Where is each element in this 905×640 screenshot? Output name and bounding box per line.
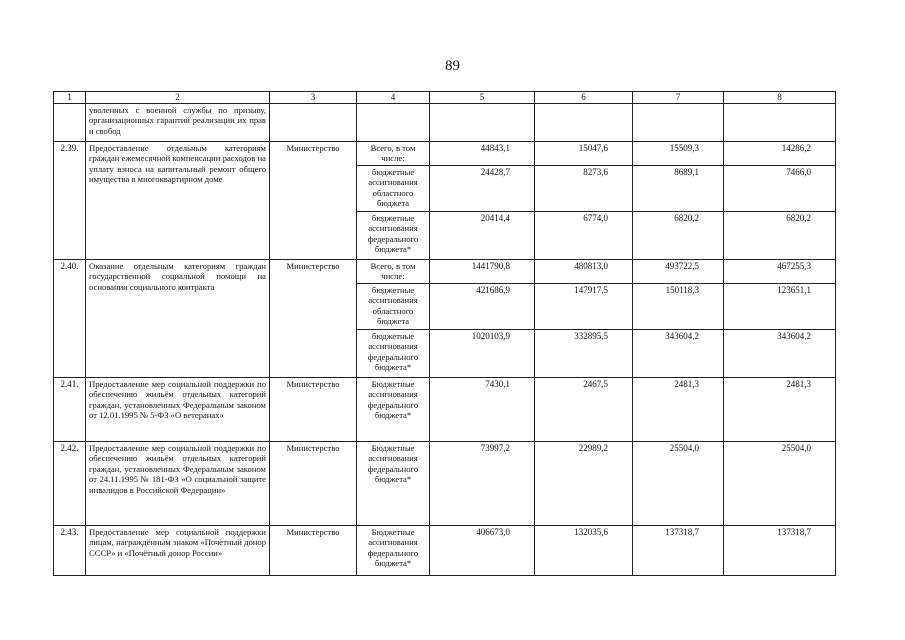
year-value-cell: 147917,5 — [535, 283, 633, 329]
year-value-cell: 7466,0 — [724, 165, 836, 211]
executor-cell: Министерство — [270, 259, 357, 377]
year-value-cell: 123651,1 — [724, 283, 836, 329]
value-cell — [633, 103, 724, 141]
row-number-cell: 2.41. — [54, 377, 86, 441]
total-value-cell: 1441790,8 — [430, 259, 535, 283]
total-value-cell: 1020103,9 — [430, 329, 535, 377]
total-value-cell: 20414,4 — [430, 211, 535, 259]
year-value-cell: 343604,2 — [724, 329, 836, 377]
row-number-cell: 2.43. — [54, 525, 86, 575]
funding-source-cell: Бюджетные ассигнования федерального бюджета* — [357, 525, 430, 575]
continuation-description: уволенных с военной службы по призыву, организационных гарантий реализации их прав и свобод — [86, 103, 270, 141]
column-header: 8 — [724, 92, 836, 104]
measure-description: Предоставление мер социальной поддержки по обеспечению жильём отдельных категорий граждан, установленных Федеральным законом от 24.11.1995 № 181-ФЗ «О социальной защите инвалидов в Российской Федерации» — [86, 441, 270, 525]
column-number-row — [54, 92, 836, 104]
column-header: 4 — [357, 92, 430, 104]
executor-cell — [270, 103, 357, 141]
year-value-cell: 2481,3 — [633, 377, 724, 441]
column-header: 6 — [535, 92, 633, 104]
funding-source-cell: бюджетные ассигнования областного бюджета — [357, 165, 430, 211]
year-value-cell: 22989,2 — [535, 441, 633, 525]
funding-source-cell: Бюджетные ассигнования федерального бюджета* — [357, 441, 430, 525]
year-value-cell: 467255,3 — [724, 259, 836, 283]
total-value-cell: 421686,9 — [430, 283, 535, 329]
executor-cell: Министерство — [270, 525, 357, 575]
value-cell — [535, 103, 633, 141]
row-number-cell: 2.42. — [54, 441, 86, 525]
year-value-cell: 25504,0 — [633, 441, 724, 525]
value-cell — [724, 103, 836, 141]
value-cell — [430, 103, 535, 141]
column-header: 5 — [430, 92, 535, 104]
funding-source-cell: Всего, в том числе: — [357, 259, 430, 283]
year-value-cell: 15509,3 — [633, 141, 724, 165]
executor-cell: Министерство — [270, 141, 357, 259]
year-value-cell: 137318,7 — [633, 525, 724, 575]
table-row — [54, 525, 836, 575]
measure-description: Оказание отдельным категориям граждан государственной социальной помощи на основании социального контракта — [86, 259, 270, 377]
executor-cell: Министерство — [270, 377, 357, 441]
continuation-row — [54, 103, 836, 141]
funding-source-cell: бюджетные ассигнования федерального бюджета* — [357, 211, 430, 259]
column-header: 1 — [54, 92, 86, 104]
funding-source-cell: Бюджетные ассигнования федерального бюджета* — [357, 377, 430, 441]
year-value-cell: 15047,6 — [535, 141, 633, 165]
year-value-cell: 480813,0 — [535, 259, 633, 283]
measure-description: Предоставление мер социальной поддержки лицам, награждённым знаком «Почётный донор СССР» и «Почётный донор России» — [86, 525, 270, 575]
total-value-cell: 7430,1 — [430, 377, 535, 441]
table-row — [54, 441, 836, 525]
measure-description: Предоставление мер социальной поддержки по обеспечению жильём отдельных категорий граждан, установленных Федеральным законом от 12.01.1995 № 5-ФЗ «О ветеранах» — [86, 377, 270, 441]
row-number-cell: 2.39. — [54, 141, 86, 259]
funding-source-cell: Всего, в том числе: — [357, 141, 430, 165]
year-value-cell: 332895,5 — [535, 329, 633, 377]
page-number: 89 — [445, 58, 460, 74]
year-value-cell: 25504,0 — [724, 441, 836, 525]
measure-description: Предоставление отдельным категориям граждан ежемесячной компенсации расходов на уплату взноса на капитальный ремонт общего имущества в многоквартирном доме — [86, 141, 270, 259]
year-value-cell: 150118,3 — [633, 283, 724, 329]
column-header: 2 — [86, 92, 270, 104]
total-value-cell: 44843,1 — [430, 141, 535, 165]
year-value-cell: 6774,0 — [535, 211, 633, 259]
year-value-cell: 132035,6 — [535, 525, 633, 575]
total-value-cell: 73997,2 — [430, 441, 535, 525]
funding-source-cell: бюджетные ассигнования федерального бюджета* — [357, 329, 430, 377]
total-value-cell: 24428,7 — [430, 165, 535, 211]
column-header: 3 — [270, 92, 357, 104]
year-value-cell: 137318,7 — [724, 525, 836, 575]
row-number-cell — [54, 103, 86, 141]
year-value-cell: 2467,5 — [535, 377, 633, 441]
year-value-cell: 6820,2 — [633, 211, 724, 259]
column-header: 7 — [633, 92, 724, 104]
table-row — [54, 141, 836, 165]
table-row — [54, 259, 836, 283]
budget-table — [53, 91, 836, 576]
year-value-cell: 343604,2 — [633, 329, 724, 377]
year-value-cell: 14286,2 — [724, 141, 836, 165]
executor-cell: Министерство — [270, 441, 357, 525]
table-row — [54, 377, 836, 441]
funding-source-cell: бюджетные ассигнования областного бюджета — [357, 283, 430, 329]
year-value-cell: 8273,6 — [535, 165, 633, 211]
source-cell — [357, 103, 430, 141]
row-number-cell: 2.40. — [54, 259, 86, 377]
year-value-cell: 6820,2 — [724, 211, 836, 259]
year-value-cell: 2481,3 — [724, 377, 836, 441]
year-value-cell: 493722,5 — [633, 259, 724, 283]
total-value-cell: 406673,0 — [430, 525, 535, 575]
year-value-cell: 8689,1 — [633, 165, 724, 211]
